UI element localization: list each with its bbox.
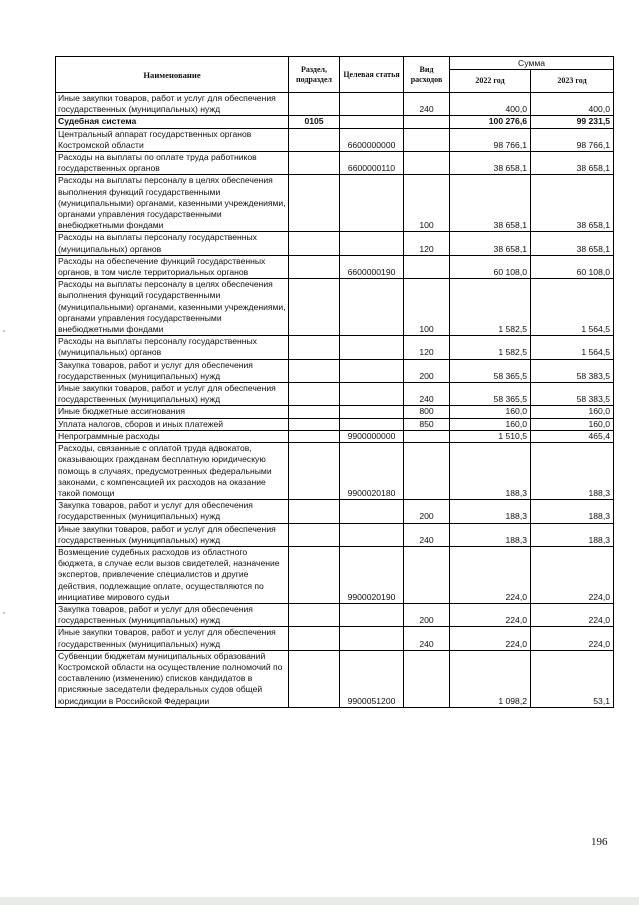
row-section [289,336,340,359]
row-expense-type: 200 [404,359,450,382]
row-sum-2023: 58 383,5 [531,359,614,382]
row-name: Расходы на выплаты персоналу государственных (муниципальных) органов [56,336,289,359]
row-sum-2022: 188,3 [450,523,531,546]
table-row [56,500,614,523]
row-sum-2022: 38 658,1 [450,232,531,255]
row-sum-2023: 400,0 [531,93,614,116]
table-row [56,128,614,151]
row-target-code [340,603,404,626]
scan-bottom-strip [0,897,639,905]
row-expense-type [404,430,450,442]
row-sum-2022: 1 098,2 [450,650,531,707]
row-sum-2022: 160,0 [450,406,531,418]
table-row [56,418,614,430]
row-name: Иные закупки товаров, работ и услуг для обеспечения государственных (муниципальных) нужд [56,383,289,406]
scan-mark [3,330,5,332]
row-sum-2023: 224,0 [531,603,614,626]
row-sum-2022: 224,0 [450,603,531,626]
row-name: Уплата налогов, сборов и иных платежей [56,418,289,430]
table-row [56,93,614,116]
row-sum-2022: 58 365,5 [450,359,531,382]
table-row [56,255,614,278]
row-expense-type: 200 [404,603,450,626]
row-expense-type: 100 [404,279,450,336]
header-name: Наименование [56,57,289,93]
row-target-code [340,175,404,232]
row-target-code: 9900000000 [340,430,404,442]
row-expense-type [404,443,450,500]
row-sum-2023: 465,4 [531,430,614,442]
row-sum-2022: 224,0 [450,627,531,650]
row-expense-type: 240 [404,523,450,546]
row-section [289,418,340,430]
header-year-2023: 2023 год [531,70,614,93]
row-target-code: 9900020190 [340,546,404,603]
header-section: Раздел, подраздел [289,57,340,93]
row-section [289,128,340,151]
table-row [56,175,614,232]
row-sum-2023: 1 564,5 [531,336,614,359]
row-sum-2023: 98 766,1 [531,128,614,151]
row-sum-2022: 224,0 [450,546,531,603]
row-section [289,500,340,523]
row-sum-2023: 188,3 [531,443,614,500]
row-sum-2023: 38 658,1 [531,232,614,255]
row-name: Закупка товаров, работ и услуг для обеспечения государственных (муниципальных) нужд [56,603,289,626]
row-target-code [340,627,404,650]
row-expense-type: 850 [404,418,450,430]
row-sum-2022: 38 658,1 [450,152,531,175]
row-section [289,546,340,603]
table-row [56,152,614,175]
row-target-code [340,93,404,116]
row-sum-2022: 160,0 [450,418,531,430]
table-row [56,523,614,546]
row-sum-2022: 1 582,5 [450,279,531,336]
row-sum-2023: 224,0 [531,546,614,603]
table-row [56,406,614,418]
header-year-2022: 2022 год [450,70,531,93]
row-expense-type [404,255,450,278]
row-sum-2023: 58 383,5 [531,383,614,406]
row-sum-2022: 1 582,5 [450,336,531,359]
row-target-code [340,336,404,359]
table-row [56,443,614,500]
row-expense-type: 120 [404,232,450,255]
row-sum-2022: 188,3 [450,500,531,523]
row-section [289,430,340,442]
table-row [56,627,614,650]
row-expense-type: 240 [404,627,450,650]
row-sum-2022: 38 658,1 [450,175,531,232]
row-sum-2023: 224,0 [531,627,614,650]
row-expense-type [404,152,450,175]
row-target-code [340,523,404,546]
header-target: Целевая статья [340,57,404,93]
row-sum-2023: 160,0 [531,418,614,430]
row-sum-2023: 160,0 [531,406,614,418]
table-row [56,359,614,382]
row-name: Расходы, связанные с оплатой труда адвокатов, оказывающих гражданам бесплатную юридическую помощь в случаях, предусмотренных федеральными законами, с компенсацией их расходов на оказание такой помощи [56,443,289,500]
row-section [289,175,340,232]
row-sum-2023: 38 658,1 [531,175,614,232]
row-section [289,359,340,382]
row-expense-type: 200 [404,500,450,523]
row-section [289,523,340,546]
row-name: Закупка товаров, работ и услуг для обеспечения государственных (муниципальных) нужд [56,359,289,382]
table-row [56,430,614,442]
row-section [289,650,340,707]
row-target-code [340,116,404,128]
row-sum-2023: 99 231,5 [531,116,614,128]
row-expense-type [404,546,450,603]
row-name: Закупка товаров, работ и услуг для обеспечения государственных (муниципальных) нужд [56,500,289,523]
row-name: Расходы на выплаты персоналу государственных (муниципальных) органов [56,232,289,255]
row-target-code: 9900051200 [340,650,404,707]
row-target-code: 6600000000 [340,128,404,151]
row-target-code [340,406,404,418]
row-sum-2023: 188,3 [531,500,614,523]
row-expense-type [404,116,450,128]
row-name: Судебная система [56,116,289,128]
row-name: Иные закупки товаров, работ и услуг для обеспечения государственных (муниципальных) нужд [56,93,289,116]
row-expense-type: 120 [404,336,450,359]
row-section [289,406,340,418]
row-sum-2023: 1 564,5 [531,279,614,336]
row-target-code [340,500,404,523]
row-sum-2023: 53,1 [531,650,614,707]
row-sum-2022: 58 365,5 [450,383,531,406]
header-sum: Сумма [450,57,614,70]
row-section [289,255,340,278]
table-row [56,383,614,406]
budget-table [55,56,614,708]
row-sum-2022: 60 108,0 [450,255,531,278]
row-expense-type [404,650,450,707]
row-sum-2022: 98 766,1 [450,128,531,151]
row-name: Субвенции бюджетам муниципальных образований Костромской области на осуществление полномочий по составлению (изменению) списков кандидатов в присяжные заседатели федеральных судов общей юрисдикции в Российской Федерации [56,650,289,707]
row-name: Расходы на выплаты персоналу в целях обеспечения выполнения функций государственными (муниципальными) органами, казенными учреждениями, органами управления государственными внебюджетными фондами [56,279,289,336]
table-row [56,546,614,603]
table-header [56,57,614,93]
row-name: Расходы на обеспечение функций государственных органов, в том числе территориальных органов [56,255,289,278]
row-sum-2022: 100 276,6 [450,116,531,128]
row-sum-2023: 60 108,0 [531,255,614,278]
row-target-code: 6600000110 [340,152,404,175]
row-section [289,383,340,406]
row-section [289,93,340,116]
row-section [289,232,340,255]
row-sum-2022: 1 510,5 [450,430,531,442]
row-target-code [340,359,404,382]
row-name: Непрограммные расходы [56,430,289,442]
row-expense-type: 240 [404,93,450,116]
row-expense-type: 100 [404,175,450,232]
table-row [56,116,614,128]
row-target-code [340,279,404,336]
row-name: Расходы на выплаты персоналу в целях обеспечения выполнения функций государственными (муниципальными) органами, казенными учреждениями, органами управления государственными внебюджетными фондами [56,175,289,232]
scan-mark [3,612,5,614]
row-sum-2022: 188,3 [450,443,531,500]
row-sum-2023: 38 658,1 [531,152,614,175]
row-section [289,627,340,650]
row-name: Иные закупки товаров, работ и услуг для обеспечения государственных (муниципальных) нужд [56,627,289,650]
table-row [56,603,614,626]
row-sum-2022: 400,0 [450,93,531,116]
row-target-code [340,232,404,255]
page-number: 196 [591,836,608,848]
table-row [56,279,614,336]
table-row [56,336,614,359]
header-expense-type: Вид расходов [404,57,450,93]
row-target-code [340,383,404,406]
row-section [289,279,340,336]
row-expense-type: 240 [404,383,450,406]
row-name: Центральный аппарат государственных органов Костромской области [56,128,289,151]
row-section [289,603,340,626]
row-sum-2023: 188,3 [531,523,614,546]
row-target-code: 6600000190 [340,255,404,278]
row-name: Иные закупки товаров, работ и услуг для обеспечения государственных (муниципальных) нужд [56,523,289,546]
row-target-code: 9900020180 [340,443,404,500]
row-name: Возмещение судебных расходов из областного бюджета, в случае если вызов свидетелей, назначение экспертов, привлечение специалистов и другие действия, подлежащие оплате, осуществляются по инициативе мирового судьи [56,546,289,603]
row-name: Иные бюджетные ассигнования [56,406,289,418]
table-row [56,232,614,255]
row-expense-type: 800 [404,406,450,418]
row-section [289,152,340,175]
row-expense-type [404,128,450,151]
row-section: 0105 [289,116,340,128]
row-section [289,443,340,500]
table-row [56,650,614,707]
row-target-code [340,418,404,430]
row-name: Расходы на выплаты по оплате труда работников государственных органов [56,152,289,175]
table-body [56,93,614,708]
